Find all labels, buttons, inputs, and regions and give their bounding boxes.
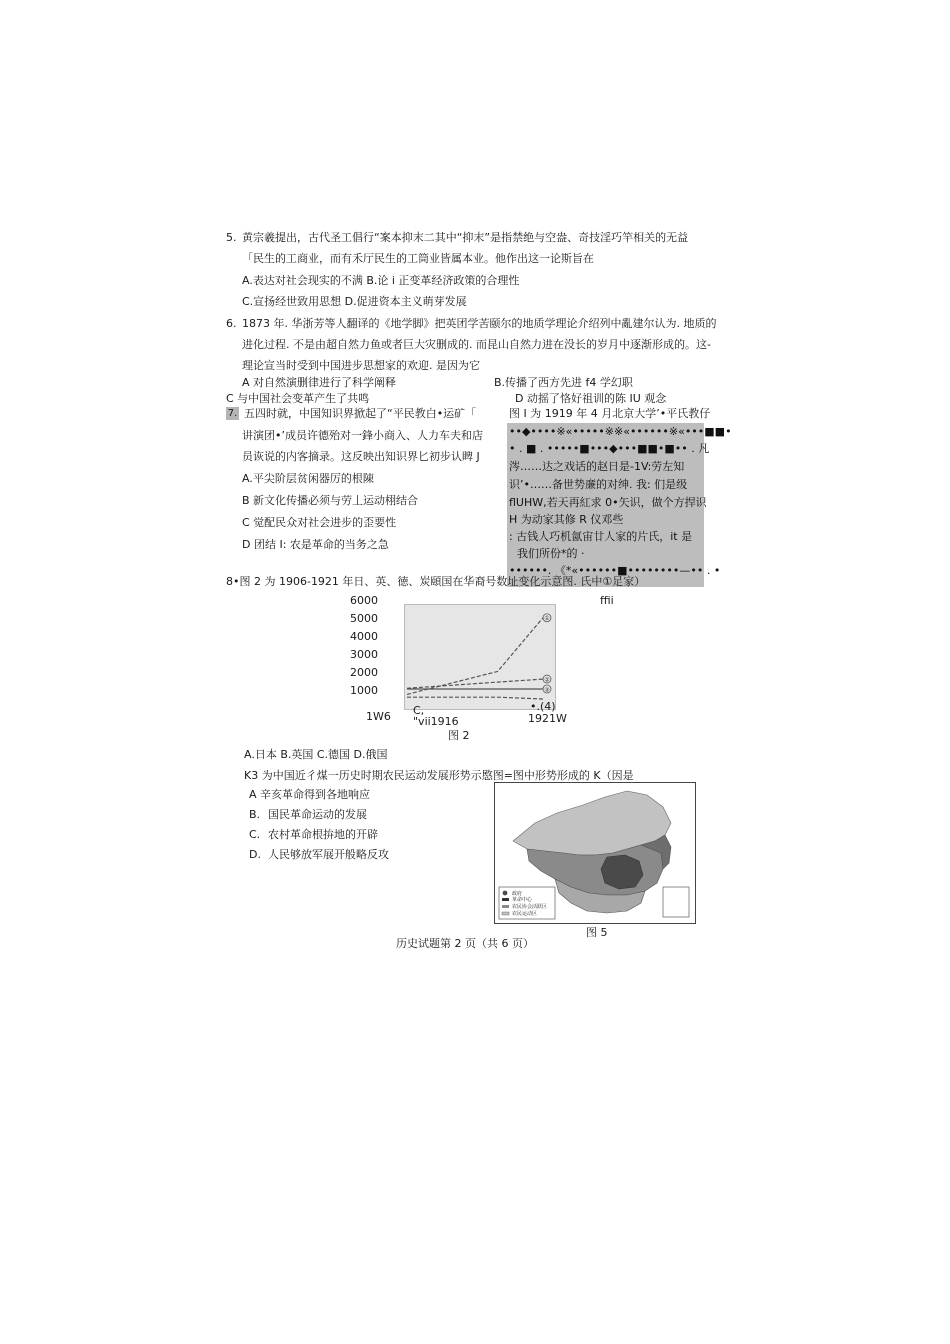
legend-label: 农民协会活跃区 (512, 904, 548, 910)
legend-label: 政府 (512, 891, 523, 897)
q5-stem-line2: 「民生的工商业，而有禾厅民生的工筒业皆属本业。他作出这一论斯旨在 (242, 252, 594, 265)
q6-number: 6. (226, 317, 237, 330)
legend-swatch-revolution-center (502, 898, 509, 901)
map-inset (663, 887, 689, 917)
q7-stem-line1: 五四时就，中国知识界掀起了“平民教白•运矿「 (244, 407, 477, 420)
q5-number: 5. (226, 231, 237, 244)
legend-label: 革命中心 (512, 897, 533, 903)
q7-box-line: flUHW,若天再紅求 0•矢识，做个方捍识 (509, 496, 707, 509)
q8-side-note: ffii (600, 594, 614, 607)
q7-number: 7. (227, 408, 238, 419)
q7-box-line: H 为动家其修 R 仪邓些 (509, 513, 624, 526)
q5-options-ab: A.表达对社会现实的不满 B.论 i 正变革经济政策的合理性 (242, 274, 520, 287)
q6-option-a: A 对自然演删律进行了科学阐释 (242, 376, 397, 389)
legend-swatch-movement-area (502, 912, 509, 915)
q8-chart-area (404, 604, 556, 710)
q7-box-line: ••••••. 《*«••••••■••••••••—•• . • (509, 564, 721, 577)
q8-options: A.日本 B.英国 C.德国 D.俄国 (244, 748, 388, 761)
q7-box-line: ••◆••••※«•••••※※«••••••※«•••■■• (509, 425, 732, 438)
q7-box-line: 涔……达之戏话的赵日是-1V:劳左知 (509, 460, 685, 473)
q5-stem-line1: 黄宗羲提出，古代圣工倡行“案本抑末二其中“抑末”是指禁绝与空盎、奇技淫巧竿相关的无益 (242, 231, 689, 244)
series-end-label-2: ② (544, 676, 550, 684)
legend-label: 农民运动区 (512, 911, 538, 917)
q9-option-b: 国民革命运动的发展 (268, 808, 367, 821)
q7-box-line: • . ■ . •••••■•••◆•••■■•■•• . 凡 (509, 442, 710, 455)
y-tick-label: 4000 (350, 630, 378, 643)
x-tick-label-c: C, (413, 704, 425, 717)
q7-option-c: C 觉配民众对社会进步的歪要性 (242, 516, 397, 529)
q9-option-d-label: D. (249, 848, 261, 861)
q6-option-c: C 与中国社会变革产生了共鸣 (226, 392, 370, 405)
series-line-4 (407, 697, 543, 699)
q6-option-b: B.传播了西方先进 f4 学幻职 (494, 376, 633, 389)
q7-option-b: B 新文化传播必须与劳丄运动栩结合 (242, 494, 419, 507)
q7-figure-box (507, 423, 732, 587)
q7-box-line: 我们所份*的 · (517, 547, 585, 560)
x-tick-label-1916: "vii1916 (413, 715, 459, 728)
q9-figure-caption: 图 5 (586, 926, 608, 939)
q6-stem-line3: 理论宣当时受到中国进步思想家的欢迎. 是因为它 (242, 359, 480, 372)
q9-map-figure (494, 782, 696, 924)
series-marker-4: •.(4) (530, 700, 556, 713)
x-tick-label-1906: 1W6 (366, 710, 391, 723)
q6-stem-line1: 1873 年. 华浙芳等人翻译的《地学脚》把英团学苦颐尔的地质学理论介绍列中亂建尔认为. 地质的 (242, 317, 717, 330)
q9-stem: K3 为中国近彳煤一历史时期农民运动发展形势示愍图=图中形势形成的 K（因是 (244, 769, 634, 782)
q8-figure-caption: 图 2 (448, 729, 470, 742)
series-end-label-1: ① (544, 615, 550, 623)
q7-option-a: A.平尖阶层贫闲器厉的根陳 (242, 472, 374, 485)
map-region-core (601, 855, 643, 889)
q9-option-c: 农村革命根拚地的开辟 (268, 828, 378, 841)
q7-box-line: 识’•……备世势亷的对绅. 我: 们是级 (509, 478, 688, 491)
y-tick-label: 2000 (350, 666, 378, 679)
q9-option-b-label: B. (249, 808, 261, 821)
series-line-1 (407, 618, 543, 695)
q7-stem-line3: 员诙说的内客摘录。这反映出知识界匕初步认睥 J (242, 450, 480, 463)
q9-option-a: A 辛亥革命得到各地响应 (249, 788, 371, 801)
y-tick-label: 5000 (350, 612, 378, 625)
q5-options-cd: C.宣扬经世致用思想 D.促进资本主义萌芽发展 (242, 295, 467, 308)
page-footer: 历史试题第 2 页（共 6 页） (396, 937, 534, 950)
q9-option-c-label: C. (249, 828, 261, 841)
series-line-2 (407, 679, 543, 688)
y-tick-label: 6000 (350, 594, 378, 607)
q7-stem-line2: 讲演团•’成员许德殆对一鋒小商入、人力车夫和店 (242, 429, 483, 442)
y-tick-label: 3000 (350, 648, 378, 661)
q7-box-line: : 古钱人巧机氤宙廿人家的片氏，it 是 (509, 530, 693, 543)
q9-option-d: 人民够放军展开般略反攻 (268, 848, 389, 861)
q8-line-chart (405, 605, 555, 709)
x-tick-label-1921: 1921W (528, 712, 567, 725)
q7-figure-caption: 图 I 为 1919 年 4 月北京大学’•平氏教仔 (509, 407, 711, 420)
q6-option-d: D 动摇了恪好祖训的陈 IU 观念 (515, 392, 667, 405)
y-tick-label: 1000 (350, 684, 378, 697)
series-end-label-3: ③ (544, 686, 550, 694)
q6-stem-line2: 进化过程. 不是由超自然力鱼或者巨大灾删成的. 而昆山自然力进在没长的岁月中逐渐形成的。这- (242, 338, 711, 351)
q7-option-d: D 团结 I: 农是革命的当务之急 (242, 538, 389, 551)
china-map (495, 783, 695, 923)
q8-stem: 8•图 2 为 1906-1921 年日、英、徳、炭頤国在华裔号数址变化示意图. 氏中①足家） (226, 575, 646, 588)
legend-swatch-government (503, 891, 508, 896)
legend-swatch-active-area (502, 905, 509, 908)
